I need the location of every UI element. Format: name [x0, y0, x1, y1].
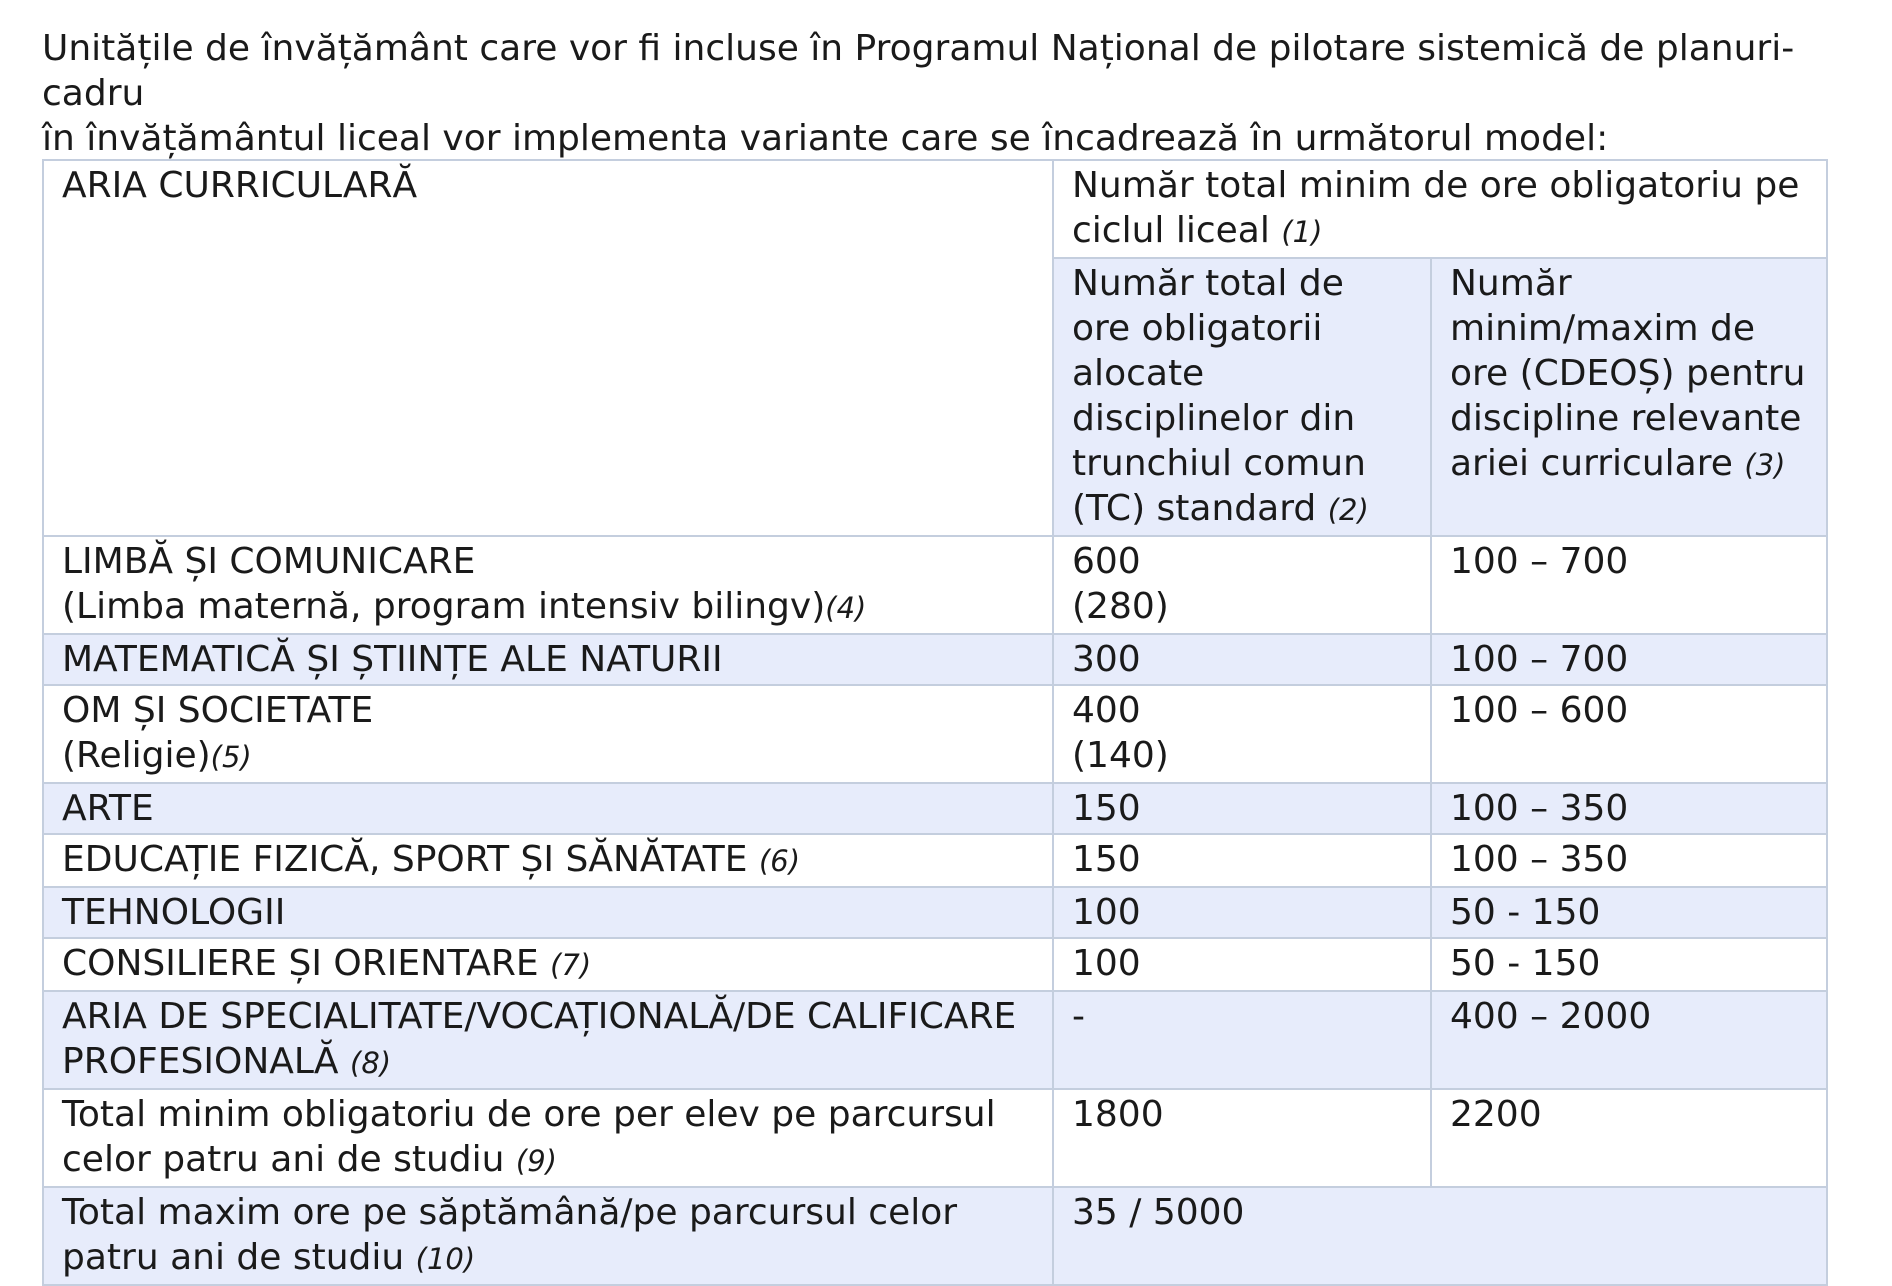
area-cell: [43, 887, 1053, 938]
area-cell: [43, 685, 1053, 783]
cdeos-cell: [1431, 938, 1827, 991]
area-name: TEHNOLOGII: [62, 892, 286, 933]
total-area-cell: [43, 1187, 1053, 1285]
tc-cell: [1053, 783, 1431, 834]
cdeos-cell: [1431, 536, 1827, 634]
area-cell: [43, 991, 1053, 1089]
cdeos-value: 50 - 150: [1450, 892, 1601, 933]
table-row: [43, 536, 1827, 634]
cdeos-cell: [1431, 783, 1827, 834]
area-note: (6): [758, 844, 801, 878]
tc-value: 100: [1072, 892, 1141, 933]
tc-cell: [1053, 834, 1431, 887]
area-name: OM ȘI SOCIETATE: [62, 690, 374, 731]
tc-value: 150: [1072, 788, 1141, 829]
intro-paragraph: [42, 26, 1862, 161]
area-name: Total minim obligatoriu de ore per elev pe parcursul celor patru ani de studiu: [62, 1094, 996, 1180]
header-area-label: ARIA CURRICULARĂ: [62, 165, 418, 206]
tc-cell: [1053, 1089, 1431, 1187]
area-cell: [43, 783, 1053, 834]
cdeos-value: 100 – 700: [1450, 541, 1629, 582]
cdeos-value: 400 – 2000: [1450, 996, 1652, 1037]
cdeos-cell: [1431, 685, 1827, 783]
total-area-note: (10): [415, 1242, 476, 1276]
intro-line-1: Unitățile de învățământ care vor fi incluse în Programul Național de pilotare sistemică de planuri-cadru: [42, 28, 1795, 114]
area-cell: [43, 938, 1053, 991]
area-cell: [43, 1089, 1053, 1187]
tc-value: -: [1072, 996, 1085, 1037]
area-note: (8): [350, 1046, 392, 1080]
tc-value: 600: [1072, 541, 1141, 582]
area-name: EDUCAȚIE FIZICĂ, SPORT ȘI SĂNĂTATE: [62, 839, 748, 880]
header-row-1: [43, 160, 1827, 258]
cdeos-cell: [1431, 887, 1827, 938]
header-tc-cell: [1053, 258, 1431, 536]
area-name: MATEMATICĂ ȘI ȘTIINȚE ALE NATURII: [62, 639, 723, 680]
area-note: (5): [210, 740, 252, 774]
total-row: [43, 1187, 1827, 1285]
tc-cell: [1053, 887, 1431, 938]
area-cell: [43, 536, 1053, 634]
intro-line-2: în învățământul liceal vor implementa variante care se încadrează în următorul model:: [42, 118, 1609, 159]
tc-value: 300: [1072, 639, 1141, 680]
cdeos-cell: [1431, 991, 1827, 1089]
area-subtext: (Religie): [62, 735, 211, 776]
cdeos-value: 50 - 150: [1450, 943, 1601, 984]
tc-subvalue: (280): [1072, 586, 1169, 627]
cdeos-value: 100 – 700: [1450, 639, 1629, 680]
cdeos-value: 100 – 350: [1450, 839, 1629, 880]
tc-subvalue: (140): [1072, 735, 1169, 776]
table-row: [43, 1089, 1827, 1187]
area-name: ARTE: [62, 788, 154, 829]
tc-cell: [1053, 685, 1431, 783]
area-note: (4): [825, 591, 867, 625]
table-row: [43, 938, 1827, 991]
header-total-min-note: (1): [1281, 215, 1323, 249]
tc-value: 400: [1072, 690, 1141, 731]
table-row: [43, 991, 1827, 1089]
table-row: [43, 685, 1827, 783]
tc-cell: [1053, 536, 1431, 634]
cdeos-value: 100 – 600: [1450, 690, 1629, 731]
table-row: [43, 887, 1827, 938]
area-name: ARIA DE SPECIALITATE/VOCAȚIONALĂ/DE CALIFICARE PROFESIONALĂ: [62, 996, 1017, 1082]
header-cdeos-note: (3): [1744, 448, 1786, 482]
cdeos-cell: [1431, 634, 1827, 685]
tc-value: 1800: [1072, 1094, 1164, 1135]
header-tc-note: (2): [1327, 493, 1369, 527]
total-value-cell: [1053, 1187, 1827, 1285]
table-row: [43, 834, 1827, 887]
curricular-model-table: [42, 159, 1828, 1286]
tc-cell: [1053, 634, 1431, 685]
tc-value: 150: [1072, 839, 1141, 880]
cdeos-cell: [1431, 1089, 1827, 1187]
area-note: (7): [550, 948, 592, 982]
area-name: CONSILIERE ȘI ORIENTARE: [62, 943, 539, 984]
tc-cell: [1053, 991, 1431, 1089]
header-total-min-cell: [1053, 160, 1827, 258]
header-cdeos-cell: [1431, 258, 1827, 536]
tc-cell: [1053, 938, 1431, 991]
tc-value: 100: [1072, 943, 1141, 984]
table-row: [43, 783, 1827, 834]
header-tc-label: Număr total de ore obligatorii alocate disciplinelor din trunchiul comun (TC) standard: [1072, 263, 1366, 529]
header-cdeos-label: Număr minim/maxim de ore (CDEOȘ) pentru discipline relevante ariei curriculare: [1450, 263, 1806, 484]
area-note: (9): [515, 1144, 557, 1178]
table-row: [43, 634, 1827, 685]
cdeos-value: 2200: [1450, 1094, 1542, 1135]
area-cell: [43, 834, 1053, 887]
cdeos-value: 100 – 350: [1450, 788, 1629, 829]
header-area-cell: [43, 160, 1053, 536]
area-subtext: (Limba maternă, program intensiv bilingv): [62, 586, 826, 627]
total-value: 35 / 5000: [1072, 1192, 1245, 1233]
cdeos-cell: [1431, 834, 1827, 887]
header-total-min-label: Număr total minim de ore obligatoriu pe ciclul liceal: [1072, 165, 1800, 251]
area-name: LIMBĂ ȘI COMUNICARE: [62, 541, 476, 582]
total-area-label: Total maxim ore pe săptămână/pe parcursul celor patru ani de studiu: [62, 1192, 958, 1278]
area-cell: [43, 634, 1053, 685]
